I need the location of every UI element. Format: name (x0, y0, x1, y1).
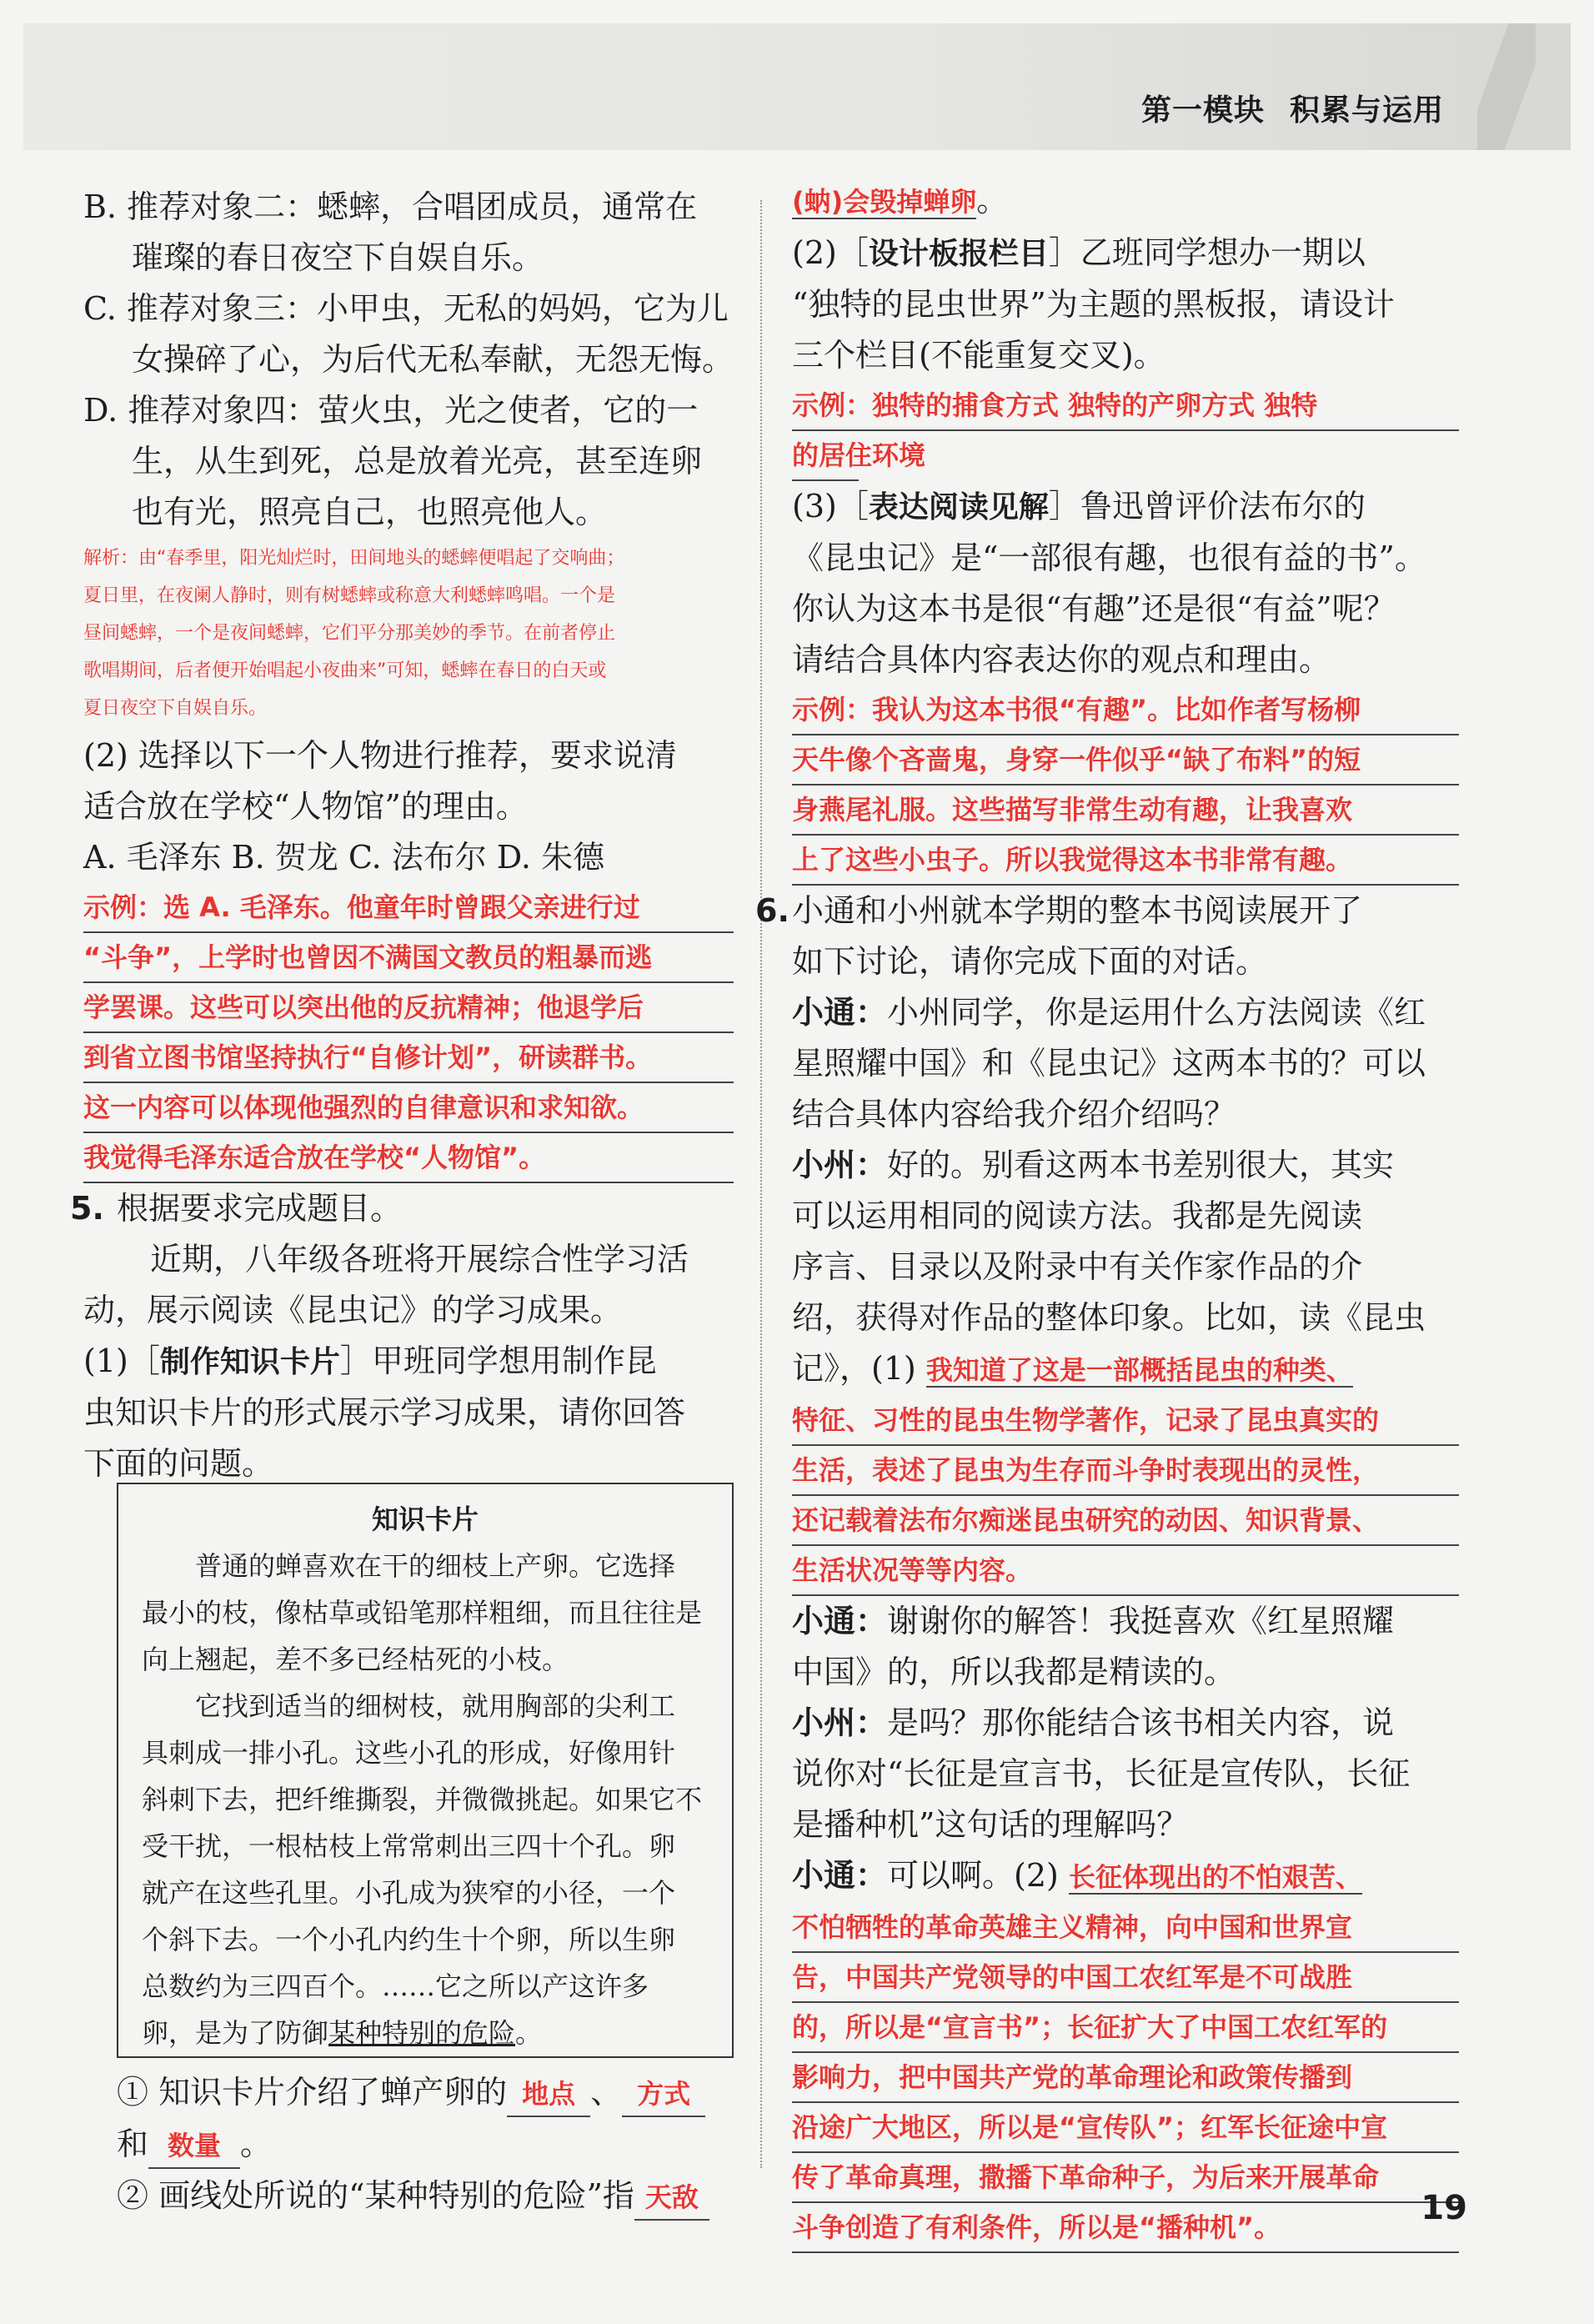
question-5-title: 根据要求完成题目。 (117, 1190, 403, 1227)
question-5-number: 5. (70, 1190, 104, 1227)
card-title: 知识卡片 (371, 1503, 479, 1535)
blank-method[interactable]: 方式 (622, 2072, 705, 2117)
card-last-line: 卵，是为了防御某种特别的危险。 (142, 2017, 543, 2049)
tag-board: 设计板报栏目 (868, 237, 1049, 271)
header-section: 积累与运用 (1289, 93, 1444, 128)
dialogue-answer-1: 我知道了这是一部概括昆虫的种类、 (925, 1354, 1353, 1386)
tag-card: 制作知识卡片 (159, 1345, 340, 1379)
option-d: D. 推荐对象四：萤火虫，光之使者，它的一 生，从生到死，总是放着光亮，甚至连卵 也有光，照亮自己，也照亮他人。 (83, 392, 703, 530)
dialogue-4: 小州：是吗？那你能结合该书相关内容，说 说你对“长征是宣言书，长征是宣传队，长征 是播种机”这句话的理解吗？ (792, 1704, 1411, 1843)
page-number: 19 (1421, 2189, 1467, 2227)
dialogue-5: 小通：可以啊。(2) 长征体现出的不怕艰苦、 不怕牺牲的革命英雄主义精神，向中国和世界宣 告，中国共产党领导的中国工农红军是不可战胜 的，所以是“宣言书”；长征扩大了中国工农红军的 影响力，把中国共产党的革命理论和政策传播到 沿途广大地区，所以是“宣传队”；红军长征途中宣 传了革命真理，撒播下革命种子，为后来开展革命 斗争创造了有利条件，所以是“播种机”。 (792, 1850, 1459, 2253)
question-5: 5. 根据要求完成题目。 近期，八年级各班将开展综合性学习活 动，展示阅读《昆虫记》的学习成果。 (1)［制作知识卡片］甲班同学想用制作昆 虫知识卡片的形式展示学习成果，请你回答 下面的问题。 (83, 1183, 735, 1489)
question-5-2: (2)［设计板报栏目］乙班同学想办一期以 (792, 234, 1366, 271)
question-5-2-answer: 示例：独特的捕食方式 独特的产卵方式 独特 的居住环境 (792, 381, 1459, 481)
question-6: 6. 小通和小州就本学期的整本书阅读展开了 如下讨论，请你完成下面的对话。 (792, 886, 1459, 987)
column-divider (760, 200, 762, 2168)
header-title (1141, 87, 1444, 129)
header-module: 第一模块 (1140, 93, 1265, 128)
question-5-1: (1)［制作知识卡片］甲班同学想用制作昆 (83, 1343, 657, 1379)
question-5-3: (3)［表达阅读见解］鲁迅曾评价法布尔的 (792, 488, 1366, 525)
continued-answer: (蚋)会毁掉蝉卵。 (792, 182, 1009, 218)
underlined-phrase: 某种特别的危险 (328, 2017, 516, 2049)
blank-quantity[interactable]: 数量 (148, 2124, 240, 2169)
question-6-number: 6. (755, 892, 789, 929)
knowledge-card: 知识卡片 普通的蝉喜欢在干的细枝上产卵。它选择 最小的枝，像枯草或铅笔那样粗细，而且往往是 向上翘起，差不多已经枯死的小枝。 它找到适当的细树枝，就用胸部的尖利工 具刺成一排小孔。这些小孔的形成，好像用针 斜刺下去，把纤维撕裂，并微微挑起。如果它不 受干扰，一根枯枝上常常刺出三四十个孔。卵 就产在这些孔里。小孔成为狭窄的小径，一个 个斜下去。一个小孔内约生十个卵，所以生卵 总数约为三四百个。……它之所以产这许多 卵，是为了防御某种特别的危险。 (117, 1483, 734, 2058)
dialogue-answer-2: 长征体现出的不怕艰苦、 (1068, 1861, 1362, 1893)
dialogue-1: 小通：小州同学，你是运用什么方法阅读《红 星照耀中国》和《昆虫记》这两本书的？可以 结合具体内容给我介绍介绍吗？ (792, 994, 1426, 1132)
tag-opinion: 表达阅读见解 (868, 490, 1049, 525)
question-2: (2) 选择以下一个人物进行推荐，要求说清 适合放在学校“人物馆”的理由。 A. 毛泽东 B. 贺龙 C. 法布尔 D. 朱德 (83, 730, 735, 883)
blank-danger[interactable]: 天敌 (634, 2176, 709, 2221)
header-decoration (1477, 23, 1536, 150)
analysis: 解析：由“春季里，阳光灿烂时，田间地头的蟋蟀便唱起了交响曲； 夏日里，在夜阑人静时，则有树蟋蟀或称意大利蟋蟀鸣唱。一个是 昼间蟋蟀，一个是夜间蟋蟀，它们平分那美妙的季节。在前者停止 歌唱期间，后者便开始唱起小夜曲来”可知，蟋蟀在春日的白天或 夏日夜空下自娱自乐。 (83, 548, 625, 719)
question-2-answer: 示例：选 A. 毛泽东。他童年时曾跟父亲进行过 “斗争”，上学时也曾因不满国文教员的粗暴而逃 学罢课。这些可以突出他的反抗精神；他退学后 到省立图书馆坚持执行“自修计划”，研读群书。 这一内容可以体现他强烈的自律意识和求知欲。 我觉得毛泽东适合放在学校“人物馆”。 (83, 883, 734, 1183)
dialogue-2: 小州：好的。别看这两本书差别很大，其实 可以运用相同的阅读方法。我都是先阅读 序言、目录以及附录中有关作家作品的介 绍，获得对作品的整体印象。比如，读《昆虫 记》，(1) 我知道了这是一部概括昆虫的种类、 特征、习性的昆虫生物学著作，记录了昆虫真实的 生活，表述了昆虫为生存而斗争时表现出的灵性， 还记载着法布尔痴迷昆虫研究的动因、知识背景、 生活状况等等内容。 (792, 1140, 1459, 1596)
card-question-1: ① 知识卡片介绍了蝉产卵的 地点 、 方式 (117, 2066, 750, 2118)
right-column: (蚋)会毁掉蝉卵。 (2)［设计板报栏目］乙班同学想办一期以 “独特的昆虫世界”为主题的黑板报，请设计 三个栏目(不能重复交叉)。 示例：独特的捕食方式 独特的产卵方式 独特 的居住环境 (3)［表达阅读见解］鲁迅曾评价法布尔的 《昆虫记》是“一部很有趣，也很有益的书”。 你认为这本书是很“有趣”还是很“有益”呢？ 请结合具体内容表达你的观点和理由。 示例：我认为这本书很“有趣”。比如作者写杨柳 天牛像个吝啬鬼，身穿一件似乎“缺了布料”的短 身燕尾礼服。这些描写非常生动有趣，让我喜欢 上了这些小虫子。所以我觉得这本书非常有趣。 6. 小通和小州就本学期的整本书阅读展开了 如下讨论，请你完成下面的对话。 小通：小州同学，你是运用什么方法阅读《红 星照耀中国》和《昆虫记》这两本书的？可以 结合具体内容给我介绍介绍吗？ 小州：好的。别看这两本书差别很大，其实 可以运用相同的阅读方法。我都是先阅读 序言、目录以及附录中有关作家作品的介 绍，获得对作品的整体印象。比如，读《昆虫 记》，(1) 我知道了这是一部概括昆虫的种类、 特征、习性的昆虫生物学著作，记录了昆虫真实的 生活，表述了昆虫为生存而斗争时表现出的灵性， 还记载着法布尔痴迷昆虫研究的动因、知识背景、 生活状况等等内容。 小通：谢谢你的解答！我挺喜欢《红星照耀 中国》的，所以我都是精读的。 小州：是吗？那你能结合该书相关内容，说 说你对“长征是宣言书，长征是宣传队，长征 是播种机”这句话的理解吗？ 小通：可以啊。(2) 长征体现出的不怕艰苦、 不怕牺牲的革命英雄主义精神，向中国和世界宣 告，中国共产党领导的中国工农红军是不可战胜 的，所以是“宣言书”；长征扩大了中国工农红军的 影响力，把中国共产党的革命理论和政策传播到 沿途广大地区，所以是“宣传队”；红军长征途中宣 传了革命真理，撒播下革命种子，为后来开展革命 斗争创造了有利条件，所以是“播种机”。 (792, 182, 1459, 2253)
question-5-3-answer: 示例：我认为这本书很“有趣”。比如作者写杨柳 天牛像个吝啬鬼，身穿一件似乎“缺了布料”的短 身燕尾礼服。这些描写非常生动有趣，让我喜欢 上了这些小虫子。所以我觉得这本书非常有趣。 (792, 685, 1459, 886)
question-2-options: A. 毛泽东 B. 贺龙 C. 法布尔 D. 朱德 (83, 839, 605, 876)
card-questions: ① 知识卡片介绍了蝉产卵的 地点 、 方式 和 数量 。 ② 画线处所说的“某种特别的危险”指 天敌 (117, 2066, 750, 2221)
option-c: C. 推荐对象三：小甲虫，无私的妈妈，它为儿 女操碎了心，为后代无私奉献，无怨无悔。 (83, 290, 734, 378)
card-question-2: ② 画线处所说的“某种特别的危险”指 天敌 (117, 2170, 750, 2221)
blank-location[interactable]: 地点 (507, 2072, 590, 2117)
option-b: B. 推荐对象二：蟋蟀，合唱团成员，通常在 璀璨的春日夜空下自娱自乐。 (83, 188, 698, 276)
left-column (70, 182, 735, 1489)
dialogue-3: 小通：谢谢你的解答！我挺喜欢《红星照耀 中国》的，所以我都是精读的。 (792, 1603, 1395, 1690)
